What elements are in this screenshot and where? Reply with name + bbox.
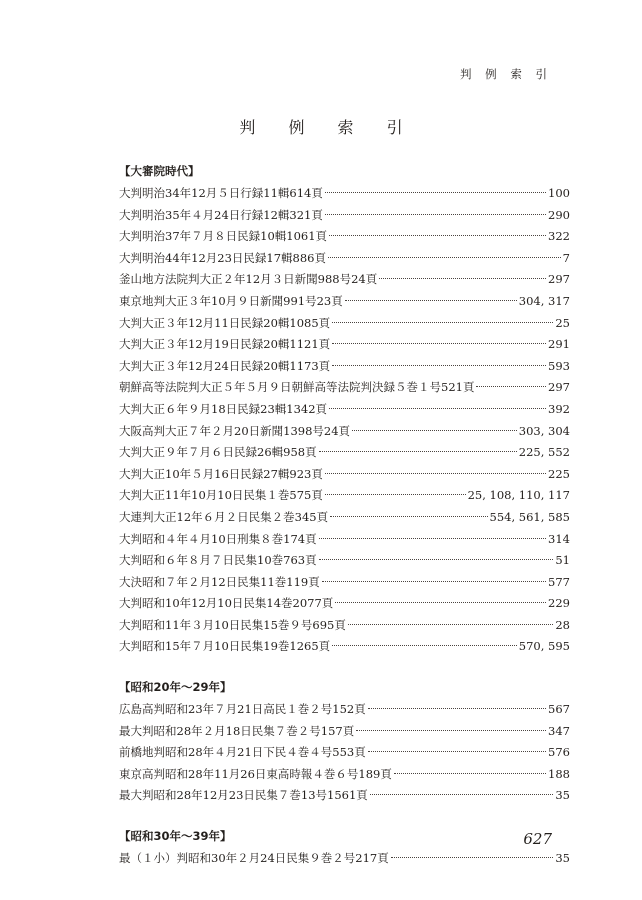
case-citation: 大判大正３年12月11日民録20輯1085頁	[119, 315, 331, 330]
page-references: 554, 561, 585	[489, 509, 570, 524]
running-header: 判 例 索 引	[460, 67, 552, 81]
page-number: 627	[523, 830, 552, 848]
case-index	[119, 158, 570, 870]
dot-leader	[325, 214, 546, 215]
case-citation: 東京地判大正３年10月９日新聞991号23頁	[119, 293, 343, 308]
case-citation: 大判昭和６年８月７日民集10巻763頁	[119, 553, 317, 568]
page-references: 100	[548, 186, 570, 200]
index-entry	[119, 464, 570, 486]
page-title: 判 例 索 引	[239, 118, 417, 137]
page-references: 314	[548, 531, 570, 546]
index-section	[119, 679, 570, 807]
dot-leader	[370, 794, 554, 795]
page-references: 28	[555, 617, 570, 632]
index-entry	[119, 226, 570, 248]
index-entry	[119, 593, 570, 615]
dot-leader	[332, 645, 517, 646]
page-references: 347	[548, 723, 570, 738]
page-references: 291	[548, 337, 570, 352]
index-entry	[119, 356, 570, 378]
dot-leader	[325, 473, 546, 474]
index-entry	[119, 205, 570, 227]
dot-leader	[352, 430, 517, 431]
index-section	[119, 828, 570, 870]
case-citation: 大連判大正12年６月２日民集２巻345頁	[119, 509, 329, 524]
case-citation: 大判昭和４年４月10日刑集８巻174頁	[119, 531, 317, 546]
dot-leader	[394, 773, 546, 774]
case-citation: 大判大正11年10月10日民集１巻575頁	[119, 488, 323, 503]
case-citation: 東京高判昭和28年11月26日東高時報４巻６号189頁	[119, 766, 392, 781]
index-entry	[119, 615, 570, 637]
page-references: 51	[555, 553, 570, 568]
index-entry	[119, 313, 570, 335]
page-references: 35	[555, 851, 570, 866]
page-references: 290	[548, 207, 570, 222]
page-references: 225, 552	[518, 445, 570, 460]
page-references: 229	[548, 596, 570, 611]
case-citation: 大判昭和11年３月10日民集15巻９号695頁	[119, 617, 346, 632]
page-references: 225	[548, 466, 570, 481]
index-entry	[119, 529, 570, 551]
case-citation: 最（１小）判昭和30年２月24日民集９巻２号217頁	[119, 851, 389, 866]
index-entry	[119, 785, 570, 807]
section-heading: 【昭和30年～39年】	[119, 829, 232, 844]
index-entry	[119, 742, 570, 764]
dot-leader	[391, 857, 554, 858]
dot-leader	[476, 386, 546, 387]
page-references: 7	[562, 250, 570, 265]
page-references: 188	[548, 766, 570, 781]
dot-leader	[329, 408, 546, 409]
page-references: 304, 317	[518, 293, 570, 308]
page-references: 593	[548, 358, 570, 373]
case-citation: 大判大正３年12月19日民録20輯1121頁	[119, 337, 331, 352]
index-entry	[119, 507, 570, 529]
case-citation: 前橋地判昭和28年４月21日下民４巻４号553頁	[119, 745, 366, 760]
page-references: 322	[548, 229, 570, 244]
index-entry	[119, 248, 570, 270]
case-citation: 大判大正６年９月18日民録23輯1342頁	[119, 401, 328, 416]
dot-leader	[332, 343, 546, 344]
index-entry	[119, 269, 570, 291]
case-citation: 最大判昭和28年２月18日民集７巻２号157頁	[119, 723, 355, 738]
index-entry	[119, 334, 570, 356]
case-citation: 大判明治35年４月24日行録12輯321頁	[119, 207, 323, 222]
page-references: 577	[548, 574, 570, 589]
index-entry	[119, 442, 570, 464]
case-citation: 大判明治37年７月８日民録10輯1061頁	[119, 229, 328, 244]
case-citation: 大判明治44年12月23日民録17輯886頁	[119, 250, 326, 265]
page-references: 297	[548, 272, 570, 287]
dot-leader	[332, 322, 553, 323]
case-citation: 大決昭和７年２月12日民集11巻119頁	[119, 574, 320, 589]
index-entry	[119, 848, 570, 870]
case-citation: 釜山地方法院判大正２年12月３日新聞988号24頁	[119, 272, 378, 287]
index-entry	[119, 699, 570, 721]
dot-leader	[332, 365, 546, 366]
dot-leader	[325, 192, 546, 193]
dot-leader	[368, 708, 546, 709]
page-references: 567	[548, 702, 570, 717]
index-entry	[119, 421, 570, 443]
page-references: 25, 108, 110, 117	[467, 488, 570, 503]
section-heading: 【昭和20年～29年】	[119, 680, 232, 695]
index-entry	[119, 291, 570, 313]
section-heading: 【大審院時代】	[119, 164, 200, 178]
index-entry	[119, 721, 570, 743]
dot-leader	[368, 751, 546, 752]
case-citation: 朝鮮高等法院判大正５年５月９日朝鮮高等法院判決録５巻１号521頁	[119, 380, 475, 395]
page-references: 297	[548, 380, 570, 395]
case-citation: 大判明治34年12月５日行録11輯614頁	[119, 186, 323, 200]
index-entry	[119, 636, 570, 658]
case-citation: 大阪高判大正７年２月20日新聞1398号24頁	[119, 423, 351, 438]
dot-leader	[328, 257, 561, 258]
page-references: 35	[555, 788, 570, 803]
index-entry	[119, 377, 570, 399]
dot-leader	[345, 300, 517, 301]
case-citation: 大判昭和10年12月10日民集14巻2077頁	[119, 596, 334, 611]
dot-leader	[319, 451, 517, 452]
dot-leader	[325, 494, 466, 495]
index-entry	[119, 485, 570, 507]
page-references: 570, 595	[518, 639, 570, 654]
index-entry	[119, 572, 570, 594]
dot-leader	[319, 538, 546, 539]
dot-leader	[329, 235, 546, 236]
dot-leader	[379, 278, 546, 279]
case-citation: 大判大正10年５月16日民録27輯923頁	[119, 466, 323, 481]
dot-leader	[335, 602, 546, 603]
dot-leader	[322, 581, 546, 582]
case-citation: 大判昭和15年７月10日民集19巻1265頁	[119, 639, 331, 654]
index-entry	[119, 764, 570, 786]
dot-leader	[330, 516, 487, 517]
index-entry	[119, 550, 570, 572]
dot-leader	[348, 624, 554, 625]
case-citation: 広島高判昭和23年７月21日高民１巻２号152頁	[119, 702, 366, 717]
case-citation: 大判大正９年７月６日民録26輯958頁	[119, 445, 317, 460]
page-references: 303, 304	[518, 423, 570, 438]
page-references: 392	[548, 401, 570, 416]
page-references: 25	[555, 315, 570, 330]
index-entry	[119, 183, 570, 205]
page-references: 576	[548, 745, 570, 760]
case-citation: 大判大正３年12月24日民録20輯1173頁	[119, 358, 331, 373]
dot-leader	[356, 730, 546, 731]
index-entry	[119, 399, 570, 421]
dot-leader	[319, 559, 554, 560]
index-section	[119, 163, 570, 658]
case-citation: 最大判昭和28年12月23日民集７巻13号1561頁	[119, 788, 368, 803]
